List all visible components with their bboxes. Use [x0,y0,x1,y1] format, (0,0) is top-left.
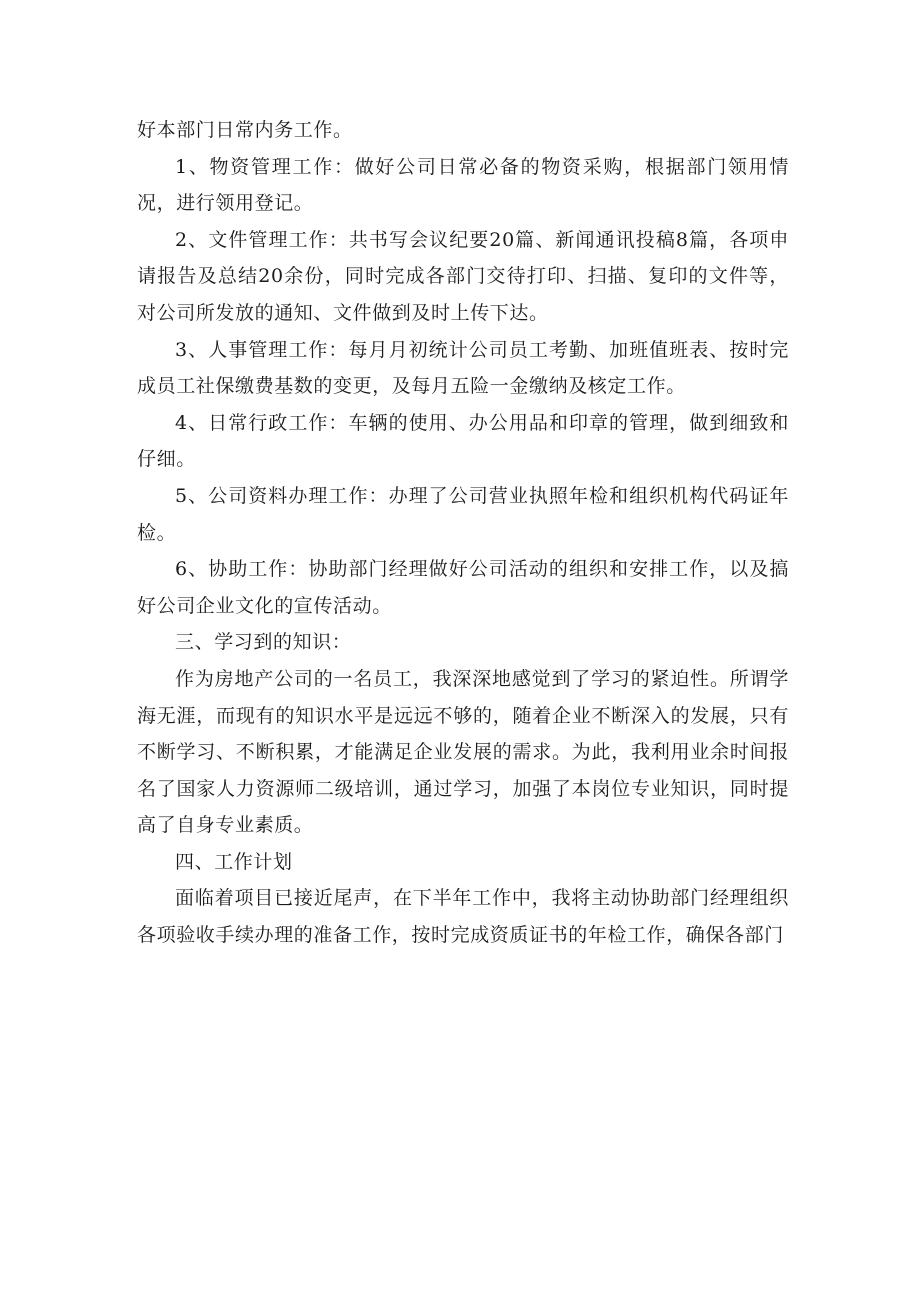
document-body [137,112,789,954]
paragraph-item-2: 2、文件管理工作：共书写会议纪要20篇、新闻通讯投稿8篇，各项申请报告及总结20余份，同时完成各部门交待打印、扫描、复印的文件等，对公司所发放的通知、文件做到及时上传下达。 [137,228,789,324]
paragraph-item-4: 4、日常行政工作：车辆的使用、办公用品和印章的管理，做到细致和仔细。 [137,411,789,471]
section-heading-3: 三、学习到的知识： [175,631,352,654]
paragraph-continuation: 好本部门日常内务工作。 [137,119,353,141]
paragraph-item-5: 5、公司资料办理工作：办理了公司营业执照年检和组织机构代码证年检。 [137,484,789,544]
paragraph-item-1: 1、物资管理工作：做好公司日常必备的物资采购，根据部门领用情况，进行领用登记。 [137,155,789,215]
section-heading-4: 四、工作计划 [175,850,293,873]
paragraph-learning: 作为房地产公司的一名员工，我深深地感觉到了学习的紧迫性。所谓学海无涯，而现有的知识水平是远远不够的，随着企业不断深入的发展，只有不断学习、不断积累，才能满足企业发展的需求。为此，我利用业余时间报名了国家人力资源师二级培训，通过学习，加强了本岗位专业知识，同时提高了自身专业素质。 [137,667,789,837]
paragraph-item-6: 6、协助工作：协助部门经理做好公司活动的组织和安排工作，以及搞好公司企业文化的宣传活动。 [137,558,789,617]
paragraph-item-3: 3、人事管理工作：每月月初统计公司员工考勤、加班值班表、按时完成员工社保缴费基数的变更，及每月五险一金缴纳及核定工作。 [137,338,789,398]
paragraph-plan: 面临着项目已接近尾声，在下半年工作中，我将主动协助部门经理组织各项验收手续办理的准备工作，按时完成资质证书的年检工作，确保各部门 [137,887,789,947]
